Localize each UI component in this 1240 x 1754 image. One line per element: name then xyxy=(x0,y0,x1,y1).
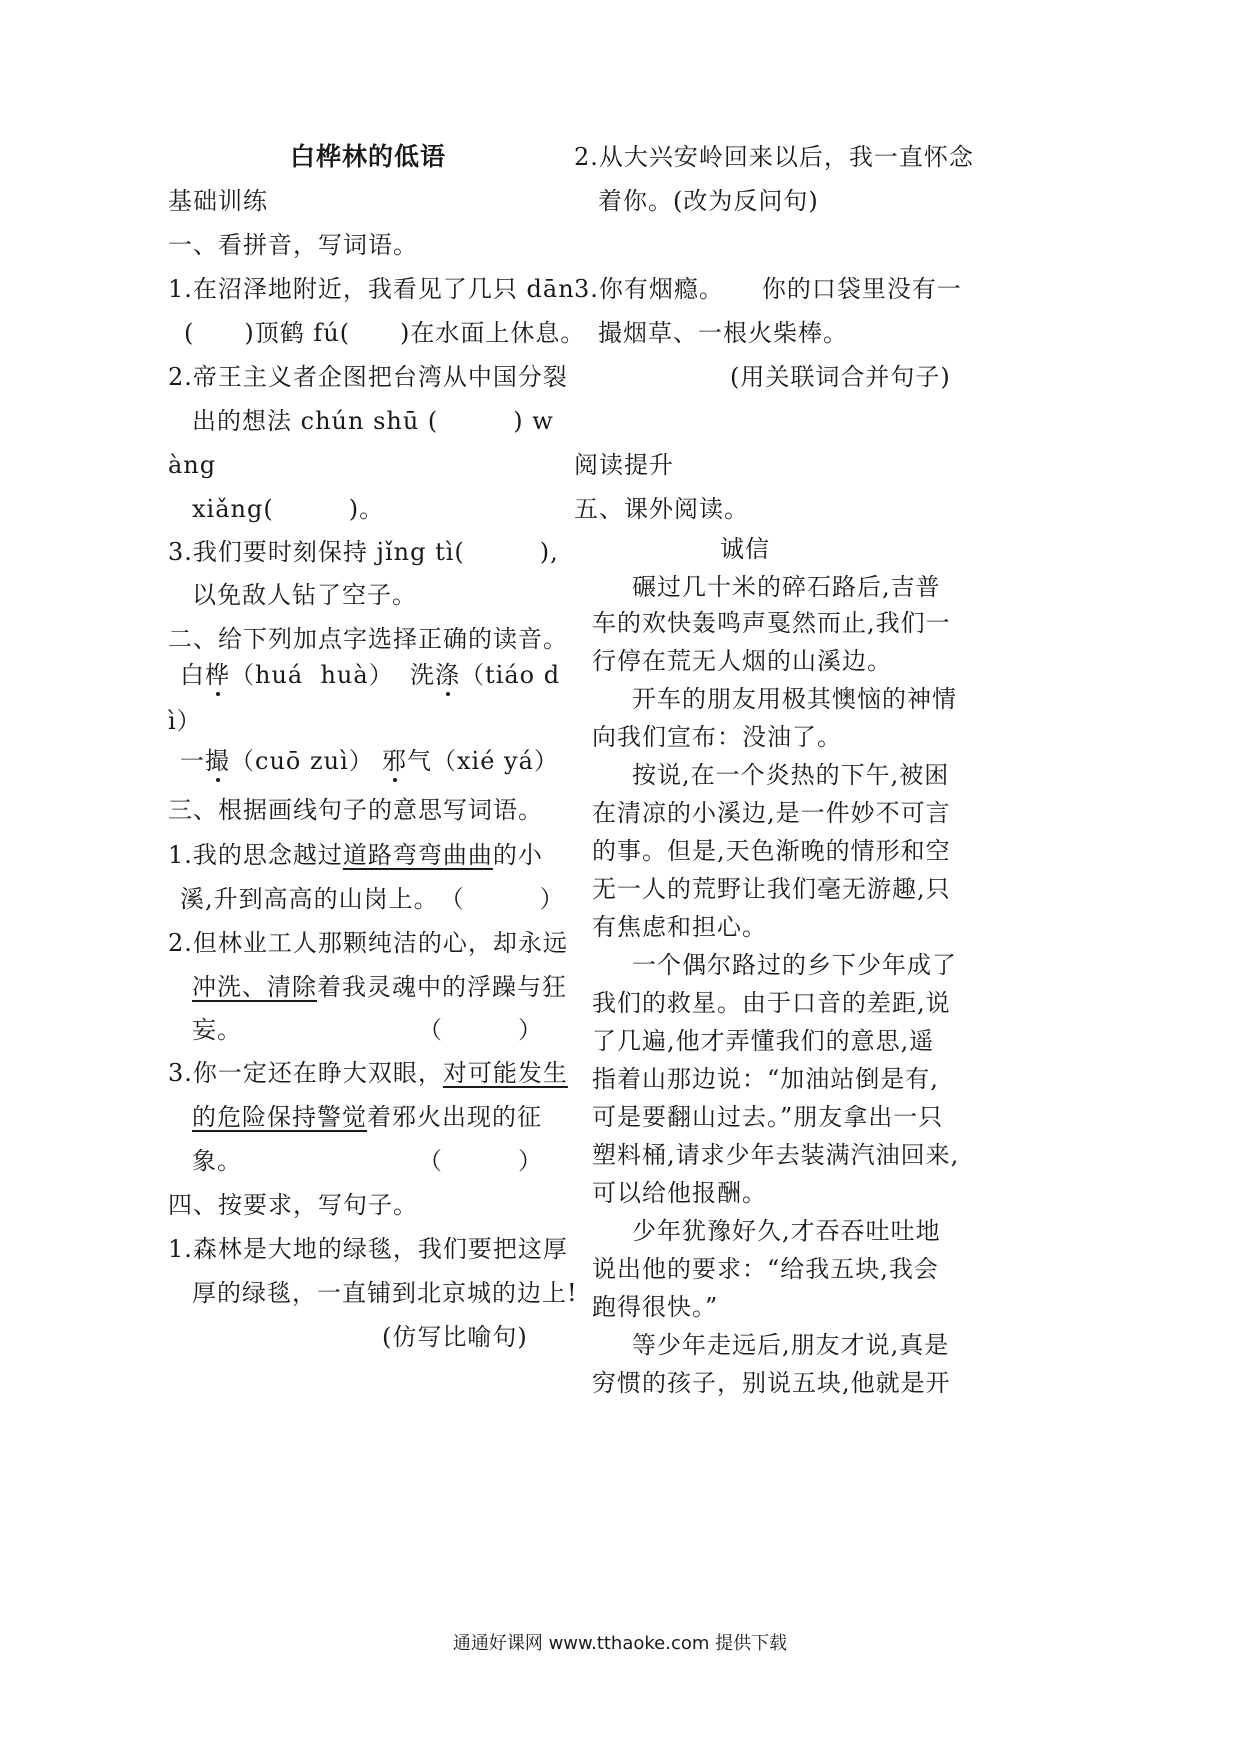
q2-word4-dotted: 邪 xyxy=(382,747,407,775)
story-line: 少年犹豫好久,才吞吞吐吐地 xyxy=(632,1217,941,1245)
q5-heading: 五、课外阅读。 xyxy=(574,495,749,523)
story-line: 可是要翻山过去。”朋友拿出一只 xyxy=(592,1103,944,1131)
q3-s3-line1 xyxy=(168,1058,568,1088)
q3-s3-line3: 象。 （ ） xyxy=(192,1147,543,1175)
story-line: 跑得很快。” xyxy=(592,1293,719,1321)
q4-s3-line2: 撮烟草、一根火柴棒。 xyxy=(598,319,848,347)
q2-word3-dotted: 撮 xyxy=(205,747,230,775)
q1-item1-line1: 1.在沼泽地附近，我看见了几只 dān xyxy=(168,275,575,303)
q4-s1-line1: 1.森林是大地的绿毯，我们要把这厚 xyxy=(168,1235,568,1263)
q2-word4 xyxy=(382,746,559,776)
q2-word1-pre: 白 xyxy=(180,661,205,689)
q2-word2-options: （tiáo d xyxy=(460,661,561,689)
q3-s1-line1 xyxy=(168,840,543,870)
q1-item1-line2: ( )顶鹤 fú( )在水面上休息。 xyxy=(184,319,586,347)
q2-heading: 二、给下列加点字选择正确的读音。 xyxy=(168,625,568,653)
q4-s1-requirement: (仿写比喻句) xyxy=(382,1323,528,1351)
story-line: 说出他的要求：“给我五块,我会 xyxy=(592,1255,939,1283)
story-line: 开车的朋友用极其懊恼的神情 xyxy=(632,685,957,713)
q2-word3-pre: 一 xyxy=(180,747,205,775)
q2-word2-pre: 洗 xyxy=(410,661,435,689)
story-line: 的事。但是,天色渐晚的情形和空 xyxy=(592,837,951,865)
q4-s2-line1: 2.从大兴安岭回来以后，我一直怀念 xyxy=(574,143,974,171)
q2-word2 xyxy=(410,660,560,690)
story-line: 按说,在一个炎热的下午,被困 xyxy=(632,761,950,789)
story-line: 行停在荒无人烟的山溪边。 xyxy=(592,647,892,675)
story-line: 一个偶尔路过的乡下少年成了 xyxy=(632,951,957,979)
story-line: 了几遍,他才弄懂我们的意思,遥 xyxy=(592,1027,935,1055)
q1-item3-line1: 3.我们要时刻保持 jǐng tì( ), xyxy=(168,538,559,566)
q1-item2-line2: 出的想法 chún shū ( ) w xyxy=(192,407,554,435)
q3-s1-line2: 溪,升到高高的山岗上。 （ ） xyxy=(180,885,565,913)
story-line: 我们的救星。由于口音的差距,说 xyxy=(592,989,951,1017)
q3-s3-underlined-1: 对可能发生 xyxy=(442,1059,568,1087)
story-line: 在清凉的小溪边,是一件妙不可言 xyxy=(592,799,951,827)
q3-heading: 三、根据画线句子的意思写词语。 xyxy=(168,796,543,824)
section-basic-training: 基础训练 xyxy=(168,187,268,215)
story-line: 等少年走远后,朋友才说,真是 xyxy=(632,1331,950,1359)
story-line: 车的欢快轰鸣声戛然而止,我们一 xyxy=(592,609,951,637)
q2-word4-options: 气（xié yá） xyxy=(407,747,559,775)
q3-s2-post: 着我灵魂中的浮躁与狂 xyxy=(317,973,567,1001)
q2-word1-options: （huá huà） xyxy=(230,661,394,689)
q2-word1 xyxy=(180,660,394,690)
q4-s1-line2: 厚的绿毯，一直铺到北京城的边上! xyxy=(192,1279,578,1307)
story-line: 穷惯的孩子，别说五块,他就是开 xyxy=(592,1369,951,1397)
q2-word3 xyxy=(180,746,374,776)
q3-s2-line1: 2.但林业工人那颗纯洁的心，却永远 xyxy=(168,929,568,957)
q3-s2-line2 xyxy=(192,972,567,1002)
section-reading: 阅读提升 xyxy=(574,451,674,479)
q2-word3-options: （cuō zuì） xyxy=(230,747,374,775)
story-line: 碾过几十米的碎石路后,吉普 xyxy=(632,573,941,601)
story-line: 有焦虑和担心。 xyxy=(592,913,767,941)
q1-item3-line2: 以免敌人钻了空子。 xyxy=(192,581,417,609)
q1-item2-line1: 2.帝王主义者企图把台湾从中国分裂 xyxy=(168,363,568,391)
q1-item2-line3: àng xyxy=(168,451,217,479)
q3-s1-underlined: 道路弯弯曲曲 xyxy=(342,841,493,869)
q3-s1-post: 的小 xyxy=(492,841,543,869)
q1-item2-line4: xiǎng( )。 xyxy=(192,495,385,523)
q4-s3-line1: 3.你有烟瘾。 你的口袋里没有一 xyxy=(574,275,962,303)
story-title: 诚信 xyxy=(720,535,770,563)
q4-s3-requirement: (用关联词合并句子) xyxy=(730,363,951,391)
q4-heading: 四、按要求，写句子。 xyxy=(168,1191,418,1219)
page-title: 白桦林的低语 xyxy=(290,142,447,171)
q3-s2-underlined: 冲洗、清除 xyxy=(192,973,317,1001)
q3-s2-line3: 妄。 （ ） xyxy=(192,1016,543,1044)
q2-word1-dotted: 桦 xyxy=(205,661,230,689)
q3-s3-line2 xyxy=(192,1102,542,1132)
q3-s1-pre: 1.我的思念越过 xyxy=(168,841,343,869)
q4-s2-line2: 着你。(改为反问句) xyxy=(598,187,819,215)
q2-word2-cont: ì） xyxy=(168,707,202,735)
q3-s3-pre: 3.你一定还在睁大双眼， xyxy=(168,1059,443,1087)
q2-word2-dotted: 涤 xyxy=(435,661,460,689)
story-line: 指着山那边说：“加油站倒是有, xyxy=(592,1065,939,1093)
q3-s3-post: 着邪火出现的征 xyxy=(367,1103,542,1131)
footer-download-credit: 通通好课网 www.tthaoke.com 提供下载 xyxy=(452,1633,788,1654)
q1-heading: 一、看拼音，写词语。 xyxy=(168,231,418,259)
story-line: 可以给他报酬。 xyxy=(592,1179,767,1207)
story-line: 向我们宣布：没油了。 xyxy=(592,723,842,751)
story-line: 塑料桶,请求少年去装满汽油回来, xyxy=(592,1141,960,1169)
q3-s3-underlined-2: 的危险保持警觉 xyxy=(192,1103,367,1131)
story-line: 无一人的荒野让我们毫无游趣,只 xyxy=(592,875,951,903)
